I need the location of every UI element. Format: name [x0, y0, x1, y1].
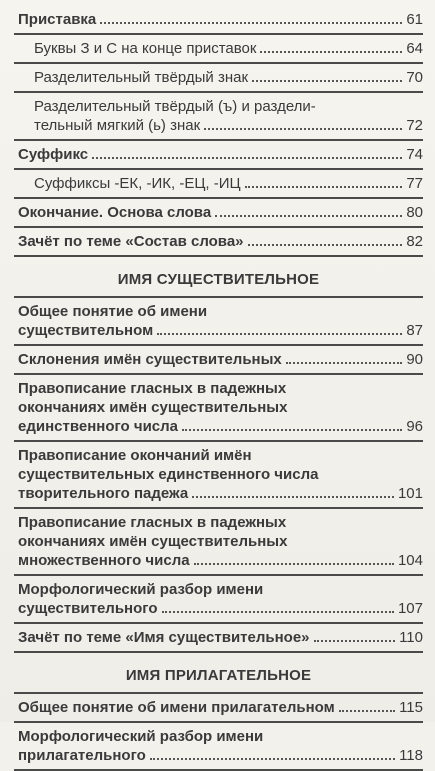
- toc-entry-title-line: Общее понятие об имени прилагательном: [18, 699, 335, 716]
- dot-leader: [150, 758, 395, 760]
- toc-entry: [14, 509, 423, 576]
- toc-entry: [14, 93, 423, 141]
- toc-entry: [14, 375, 423, 442]
- toc-entry-title-line: единственного числа: [18, 418, 179, 435]
- toc-entry-title-line: окончаниях имён существительных: [18, 533, 288, 550]
- toc-page-number: 96: [406, 418, 423, 435]
- toc-entry-title-line: Правописание гласных в падежных: [18, 514, 287, 531]
- dot-leader: [192, 496, 394, 498]
- toc-page-number: 80: [406, 204, 423, 221]
- dot-leader: [286, 362, 403, 364]
- toc-entry: [14, 199, 423, 228]
- toc-entry: [14, 298, 423, 346]
- toc-entry-title-line: Окончание. Основа слова: [18, 204, 212, 221]
- dot-leader: [194, 563, 394, 565]
- toc-entry: [14, 624, 423, 653]
- toc-page-number: 72: [406, 117, 423, 134]
- toc-entry: [14, 141, 423, 170]
- toc-entry-title-line: окончаниях имён существительных: [18, 399, 288, 416]
- dot-leader: [92, 157, 402, 159]
- dot-leader: [248, 244, 403, 246]
- section-title-noun: ИМЯ СУЩЕСТВИТЕЛЬНОЕ: [14, 257, 423, 298]
- dot-leader: [245, 186, 403, 188]
- toc-page-number: 82: [406, 233, 423, 250]
- toc-entry-title-line: множественного числа: [18, 552, 190, 569]
- toc-entry-title-line: прилагательного: [18, 747, 146, 764]
- toc-entry: [14, 346, 423, 375]
- toc-entry-title-line: Правописание окончаний имён: [18, 447, 252, 464]
- toc-entry-title-line: существительного: [18, 600, 158, 617]
- toc-entry-title-line: Разделительный твёрдый (ъ) и раздели-: [34, 98, 316, 115]
- toc-entry-title-line: существительном: [18, 322, 154, 339]
- toc-entry-title-line: Зачёт по теме «Имя существительное»: [18, 629, 310, 646]
- toc-entry-title-line: Буквы З и С на конце приставок: [34, 40, 257, 57]
- toc-entry: [14, 6, 423, 35]
- toc-entry: [14, 694, 423, 723]
- toc-entry-title-line: Морфологический разбор имени: [18, 728, 264, 745]
- toc-entry-title-line: Суффикс: [18, 146, 89, 163]
- toc-page-number: 115: [399, 699, 423, 716]
- toc-part-2: [14, 298, 423, 653]
- toc-page-number: 110: [399, 629, 423, 646]
- toc-entry: [14, 35, 423, 64]
- toc-part-1: [14, 6, 423, 257]
- toc-page-number: 87: [406, 322, 423, 339]
- toc-page-number: 104: [397, 552, 423, 569]
- toc-entry-title-line: Склонения имён существительных: [18, 351, 282, 368]
- toc-page-number: 70: [406, 69, 423, 86]
- toc-page-number: 90: [406, 351, 423, 368]
- toc-page-number: 61: [406, 11, 423, 28]
- toc-page-number: 101: [397, 485, 423, 502]
- toc-part-3: [14, 694, 423, 771]
- dot-leader: [339, 710, 395, 712]
- toc-entry-title-line: Приставка: [18, 11, 97, 28]
- toc-page-number: 74: [406, 146, 423, 163]
- toc-entry: [14, 442, 423, 509]
- toc-entry-title-line: Морфологический разбор имени: [18, 581, 264, 598]
- toc-entry-title-line: Суффиксы -ЕК, -ИК, -ЕЦ, -ИЦ: [34, 175, 241, 192]
- toc-entry: [14, 170, 423, 199]
- toc-entry-title-line: творительного падежа: [18, 485, 189, 502]
- toc-page-number: 118: [399, 747, 423, 764]
- dot-leader: [182, 429, 402, 431]
- dot-leader: [162, 611, 394, 613]
- toc-page-number: 77: [406, 175, 423, 192]
- toc-entry: [14, 723, 423, 771]
- toc-entry-title-line: Правописание гласных в падежных: [18, 380, 287, 397]
- dot-leader: [314, 640, 396, 642]
- toc-entry: [14, 576, 423, 624]
- dot-leader: [252, 80, 402, 82]
- toc-entry-title-line: Общее понятие об имени: [18, 303, 208, 320]
- section-title-adjective: ИМЯ ПРИЛАГАТЕЛЬНОЕ: [14, 653, 423, 694]
- toc-page-number: 107: [397, 600, 423, 617]
- dot-leader: [215, 215, 402, 217]
- dot-leader: [157, 333, 402, 335]
- toc-entry-title-line: тельный мягкий (ь) знак: [34, 117, 201, 134]
- dot-leader: [204, 128, 402, 130]
- dot-leader: [260, 51, 402, 53]
- toc-entry: [14, 228, 423, 257]
- toc-entry: [14, 64, 423, 93]
- toc-entry-title-line: Зачёт по теме «Состав слова»: [18, 233, 244, 250]
- toc-entry-title-line: существительных единственного числа: [18, 466, 319, 483]
- toc-entry-title-line: Разделительный твёрдый знак: [34, 69, 249, 86]
- toc-page-number: 64: [406, 40, 423, 57]
- dot-leader: [100, 22, 402, 24]
